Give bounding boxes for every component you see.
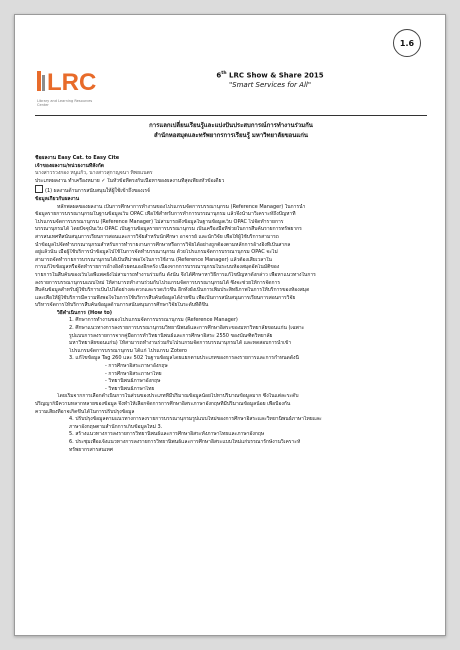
body-line-text: โดยเริ่มจากการเลือกดำเนินการในส่วนของประเภทที่มีปริมาณข้อมูลน้อยไปหาปริมาณข้อมูลมาก ซึ่งในแต่ละระดับ bbox=[57, 393, 299, 400]
body-line bbox=[35, 163, 427, 171]
body-line-text: 6. ประชุมเพื่อแจ้งแนวทางการลงรายการวิทยานิพนธ์และการศึกษาอิสระแบบใหม่แก่บรรณารักษ์งานวิเคราะห์ bbox=[69, 438, 301, 445]
event-edition-suffix: th bbox=[221, 71, 227, 76]
body-line bbox=[35, 302, 427, 310]
body-line-text: 5. สร้างแนวทางการลงรายการวิทยานิพนธ์และการศึกษาอิสระทั้งภาษาไทยและภาษาอังกฤษ bbox=[69, 431, 265, 438]
body-line bbox=[35, 317, 427, 325]
body-line bbox=[35, 416, 427, 424]
page-number-badge: 1.6 bbox=[393, 29, 421, 57]
body-line bbox=[35, 219, 427, 227]
body-line-text: โปรแกรมจัดการบรรณานุกรม ได้แก่ โปรแกรม Zotero bbox=[69, 347, 187, 354]
body-line bbox=[35, 355, 427, 363]
body-line-text: - วิทยานิพนธ์ภาษาไทย bbox=[105, 385, 155, 392]
event-title bbox=[185, 71, 355, 79]
body-line bbox=[35, 439, 427, 447]
body-line-text: (1) ผลงานด้านการสนับสนุนให้ผู้ใช้เข้าถึงของเรจ์ bbox=[45, 188, 150, 195]
body-line-text: หลักพลผลของผลงาน เป็นการศึกษาการทำงานของโปรแกรมจัดการบรรณานุกรม (Reference Manager) ในการนำ bbox=[57, 203, 306, 210]
body-line bbox=[35, 234, 427, 242]
body-line bbox=[35, 393, 427, 401]
body-line bbox=[35, 242, 427, 250]
body-line-text: เจ้าของผลงาน/หน่วยงานที่สังกัด bbox=[35, 162, 104, 169]
body-line-text: วิธีดำเนินการ (How to) bbox=[57, 309, 113, 316]
body-line-text: ทรัพยากรสารสนเทศ bbox=[69, 446, 113, 453]
body-line-text: ภาษาอังกฤษตามสำนักการเก็บข้อมูลใหม่ 3. bbox=[69, 423, 163, 430]
body-line bbox=[35, 211, 427, 219]
body-line-text: ประเภทผลงาน ทำเครื่องหมาย ✓ ในหัวข้อที่ตรงกับเนื้อหาของผลงานที่สุดเพียงหัวข้อเดียว bbox=[35, 177, 225, 184]
event-edition: 6 bbox=[216, 71, 222, 80]
event-title-rest: LRC Show & Share 2015 bbox=[229, 71, 324, 80]
body-line-text: รูปแบบการลงรายการจากคู่มือการทำวิทยานิพนธ์และการศึกษาอิสระ 2550 ของบัณฑิตวิทยาลัย bbox=[69, 332, 273, 339]
body-line-text: สารสนเทศที่สนับสนุนการเรียนการสอนและการวิจัยสำหรับนักศึกษา อาจารย์ และนักวิจัย เพื่อให้ผู้ใช้บริการสามารถ bbox=[35, 233, 279, 240]
body-line bbox=[35, 155, 427, 163]
body-line-text: สามารถจัดทำรายการบรรณานุกรมได้เป็นที่น่าพอใจในการใช้งาน (Reference Manager) แล้วต้องเสียเวลาใน bbox=[35, 256, 272, 263]
document-page bbox=[14, 14, 446, 636]
body-line-text: ชื่อผลงาน Easy Cat. to Easy Cite bbox=[35, 155, 120, 161]
lrc-logo bbox=[35, 67, 95, 111]
document-body bbox=[35, 155, 427, 454]
body-line-text: การแก้ไขข้อมูลหรือจัดทำรายการอ้างอิงด้วยตนเองอีกครั้ง เนื่องจากการบรรณานุกรมในระบบห้องสมุดอัตโนมัติของ bbox=[35, 264, 280, 271]
body-line bbox=[35, 272, 427, 280]
body-line bbox=[35, 204, 427, 212]
body-line-text: บรรณานุกรมได้ โดยปัจจุบันเว็บ OPAC เป็นฐานข้อมูลรายการบรรณานุกรม เป็นเครื่องมือที่ช่วยในการสืบค้นรายการทรัพยากร bbox=[35, 226, 302, 233]
document-header bbox=[35, 67, 427, 111]
body-line-text: 1. ศึกษาการทำงานของโปรแกรมจัดการบรรณานุกรม (Reference Manager) bbox=[69, 317, 238, 324]
logo-text: LRC bbox=[47, 69, 97, 96]
body-line-text: อยู่แล้วนั้น เมื่อผู้ใช้บริการนำข้อมูลไปใช้ในการจัดทำบรรณานุกรม ด้วยโปรแกรมจัดการบรรณานุกรม OPAC จะไม่ bbox=[35, 249, 278, 256]
body-line-text: 2. ศึกษาแนวทางการลงรายการบรรณานุกรมวิทยานิพนธ์และการศึกษาอิสระของมหาวิทยาลัยขอนแก่น (เฉพาะ bbox=[69, 325, 305, 332]
body-line bbox=[35, 371, 427, 379]
body-line bbox=[35, 196, 427, 204]
body-line-text: นำข้อมูลไปจัดทำบรรณานุกรมสำหรับการทำรายงานการศึกษาหรือการวิจัยได้อย่างถูกต้องตามหลักการอ้างอิงที่เป็นสากล bbox=[35, 241, 291, 248]
document-title bbox=[35, 121, 427, 141]
logo-subtitle: Library and Learning Resources Center bbox=[37, 99, 93, 107]
body-line bbox=[35, 409, 427, 417]
body-line-text: สืบค้นข้อมูลสำหรับผู้ใช้บริการเป็นไปได้อย่างสะดวกและรวดเร็วขึ้น อีกทั้งยังเป็นการเพิ่มประสิทธิภาพในการให้บริการของห้องสมุด bbox=[35, 287, 310, 294]
body-line-text: 3. แก้ไขข้อมูล Tag 260 และ 502 ในฐานข้อมูลโดยแยกตามประเภทของการลงรายการและการกำหนดดังนี้ bbox=[69, 355, 299, 362]
body-line bbox=[35, 386, 427, 394]
body-line bbox=[35, 295, 427, 303]
event-heading bbox=[185, 71, 355, 89]
title-line: การแลกเปลี่ยนเรียนรู้และแบ่งปันประสบการณ์การทำงานร่วมกัน bbox=[149, 122, 313, 129]
body-line bbox=[35, 280, 427, 288]
body-line bbox=[35, 310, 427, 318]
body-line bbox=[35, 378, 427, 386]
body-line-text: นางสาวรวงกอง หนูแก้ว, นางสาวสุกาญจนา ทิพยแนตร bbox=[35, 170, 153, 177]
body-line bbox=[35, 257, 427, 265]
body-line bbox=[35, 431, 427, 439]
body-line-text: - การศึกษาอิสระภาษาอังกฤษ bbox=[105, 363, 168, 370]
body-line-text: มหาวิทยาลัยขอนแก่น) ให้สามารถทำงานร่วมกับโปรแกรมจัดการบรรณานุกรมได้ และทดสอบการนำเข้า bbox=[69, 340, 292, 347]
body-line-text: และเพื่อให้ผู้ใช้บริการมีความพึงพอใจในการใช้บริการสืบค้นข้อมูลได้ง่ายขึ้น เพื่อเป็นการสนับสนุนการเรียนการสอนการวิจัย bbox=[35, 294, 296, 301]
body-line bbox=[35, 325, 427, 333]
body-line bbox=[35, 287, 427, 295]
body-line bbox=[35, 363, 427, 371]
body-line bbox=[35, 447, 427, 455]
body-line-text: ปริญญาก็มีความหลากหลายของข้อมูล จึงทำให้เลือกจัดการการศึกษาอิสระภาษาอังกฤษที่มีปริมาณข้อมูลน้อย เพื่อป้องกัน bbox=[35, 401, 291, 407]
body-line bbox=[35, 226, 427, 234]
body-line-text: โปรแกรมจัดการบรรณานุกรม (Reference Manager) ไม่สามารถดึงข้อมูลในฐานข้อมูลเว็บ OPAC ไปจัดทำรายการ bbox=[35, 218, 284, 225]
body-line-text: ข้อมูลเกี่ยวกับผลงาน bbox=[35, 195, 80, 202]
event-theme: "Smart Services for All" bbox=[228, 81, 312, 90]
body-line-text: ความเสี่ยงที่อาจเกิดขึ้นได้ในการปรับปรุงข้อมูล bbox=[35, 408, 135, 415]
header-divider bbox=[35, 115, 427, 116]
body-line bbox=[35, 264, 427, 272]
body-line bbox=[35, 178, 427, 186]
body-line bbox=[35, 333, 427, 341]
body-line bbox=[35, 249, 427, 257]
body-line bbox=[35, 424, 427, 432]
checkbox-icon bbox=[35, 185, 43, 193]
body-line-text: ลงรายการบรรณานุกรมแบบใหม่ ให้สามารถทำงานร่วมกับโปรแกรมจัดการบรรณานุกรมได้ ซึ่งจะช่วยให้การจัดการ bbox=[35, 279, 281, 286]
title-line: สำนักหอสมุดและทรัพยากรการเรียนรู้ มหาวิทยาลัยขอนแก่น bbox=[154, 132, 308, 139]
body-line bbox=[35, 401, 427, 409]
body-line-text: บริหารจัดการให้บริการสืบค้นข้อมูลด้านการสนับสนุนการศึกษาวิจัยในระดับที่ดีขึ้น bbox=[35, 302, 209, 309]
body-line-text: - วิทยานิพนธ์ภาษาอังกฤษ bbox=[105, 378, 161, 385]
body-line-text: - การศึกษาอิสระภาษาไทย bbox=[105, 370, 162, 377]
body-line-text: รายการในสืบค้นของเว็บโอพีแพคยังไม่สามารถทำงานร่วมกัน ดังนั้น จึงได้ศึกษาหาวิธีการแก้ไขปัญหาดังกล่าว เพื่อหาแนวทางในการ bbox=[35, 271, 316, 278]
body-line bbox=[35, 185, 427, 196]
body-line-text: ข้อมูลรายการบรรณานุกรมในฐานข้อมูลเว็บ OPAC เพื่อใช้สำหรับการทำการบรรณานุกรม แล้วจึงนำมาวิเคราะห์ถึงปัญหาที่ bbox=[35, 211, 296, 218]
body-line bbox=[35, 348, 427, 356]
body-line bbox=[35, 340, 427, 348]
body-line bbox=[35, 170, 427, 178]
body-line-text: 4. ปรับปรุงข้อมูลตามแนวทางการลงรายการบรรณานุกรมรูปแบบใหม่ของการศึกษาอิสระและวิทยานิพนธ์ภาษาไทยและ bbox=[69, 416, 322, 423]
